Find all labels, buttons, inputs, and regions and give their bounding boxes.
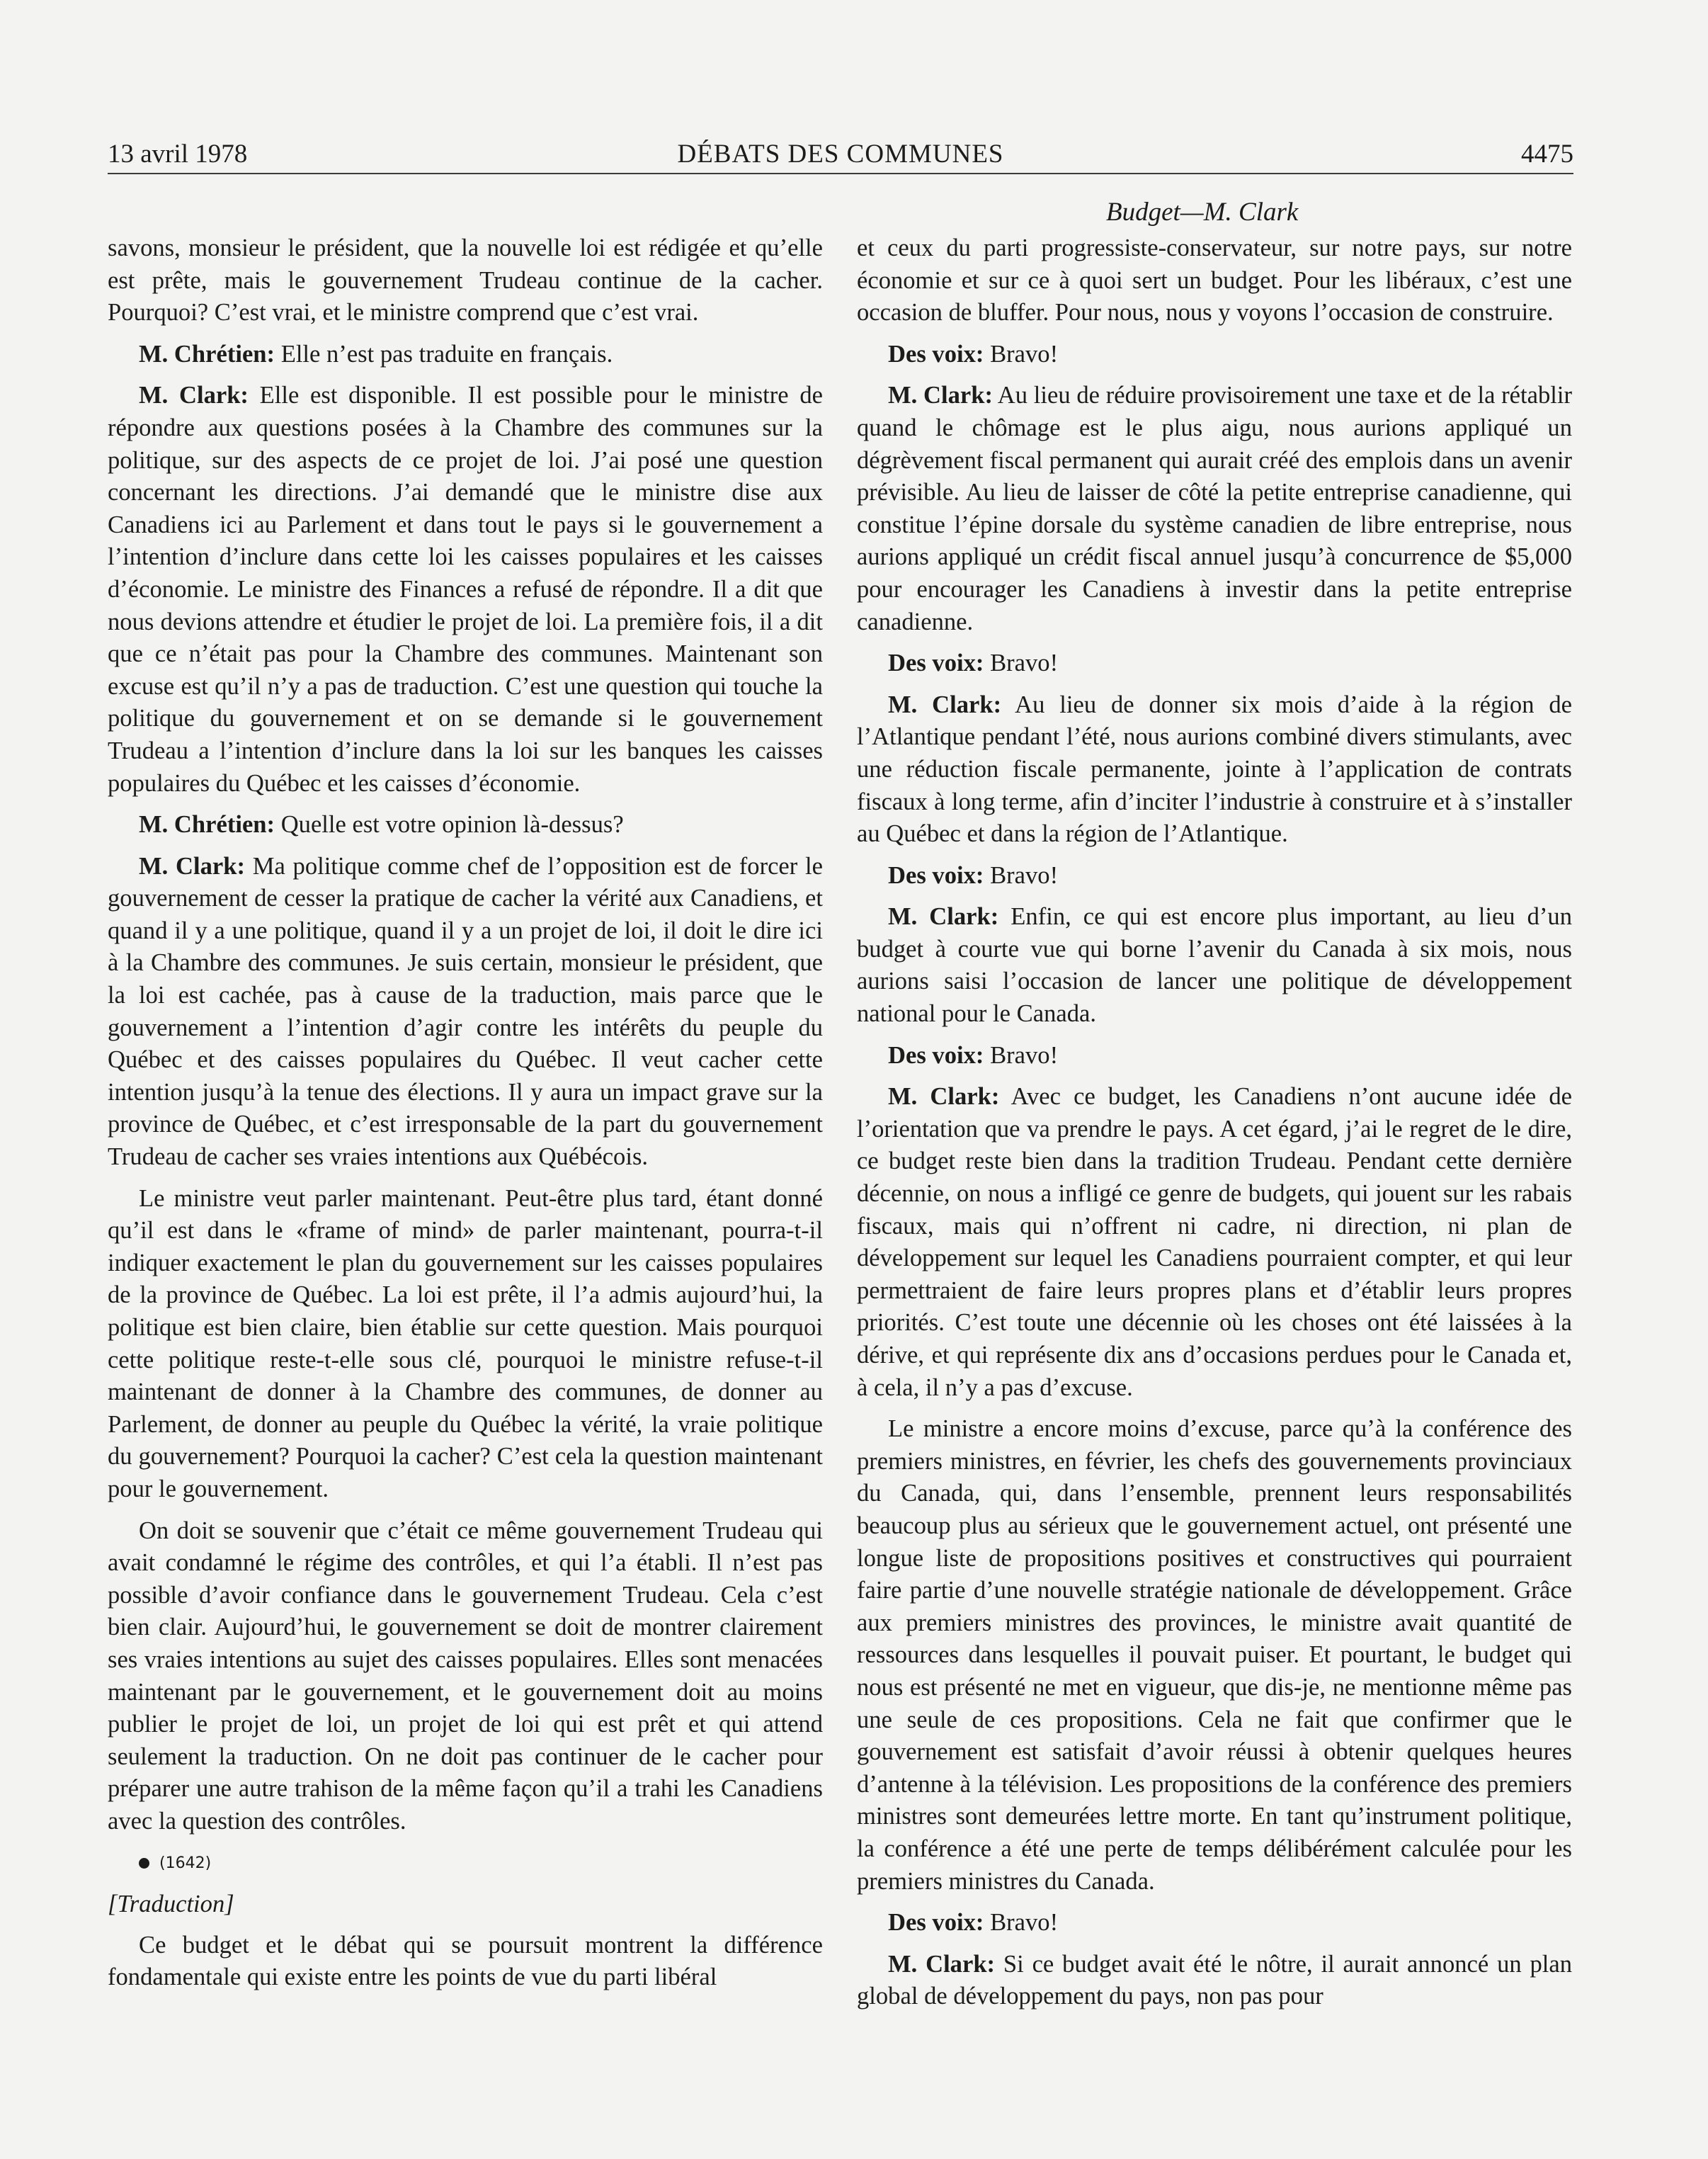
speaker-name: Des voix: [888,340,984,368]
speech-paragraph [857,901,1572,1030]
header-date: 13 avril 1978 [108,140,248,169]
speech-paragraph [857,380,1572,638]
paragraph: Le ministre a encore moins d’excuse, parce qu’à la conférence des premiers ministres, en février, les chefs des gouvernements provinciaux du Canada, qui, dans l’ensemble, prennent leurs responsabilités beaucoup plus au sérieux que le gouvernement actuel, ont présenté une longue liste de propositions positives et constructives qui pourraient faire partie d’une nouvelle stratégie nationale de développement. Grâce aux premiers ministres des provinces, le ministre avait quantité de ressources dans lesquelles il pouvait puiser. Et pourtant, le budget qui nous est présenté ne met en vigueur, que dis-je, ne mentionne même pas une seule de ces propositions. Cela ne fait que confirmer que le gouvernement est satisfait d’avoir réussi à obtenir quelques heures d’antenne à la télévision. Les propositions de la conférence des premiers ministres sont demeurées lettre morte. En tant qu’instrument politique, la conférence a été une perte de temps délibérément calculée pour les premiers ministres du Canada. [857,1415,1572,1895]
speech-text: Bravo! [984,861,1059,889]
bullet-icon [139,1858,149,1869]
left-column [108,232,823,2003]
speech-text: Avec ce budget, les Canadiens n’ont aucune idée de l’orientation que va prendre le pays. A cet égard, j’ai le regret de le dire, ce budget reste bien dans la tradition Trudeau. Pendant cette dernière décennie, on nous a infligé ce genre de budgets, qui jouent sur les rabais fiscaux, mais qui n’offrent ni cadre, ni direction, ni plan de développement sur lequel les Canadiens pourraient compter, et qui leur permettraient de faire leurs propres plans et d’établir leurs propres priorités. C’est toute une décennie où les choses ont été laissées à la dérive, et qui représente dix ans d’occasions perdues pour le Canada et, à cela, il n’y a pas d’excuse. [857,1083,1572,1401]
speech-text: Au lieu de donner six mois d’aide à la région de l’Atlantique pendant l’été, nous aurions combiné divers stimulants, avec une réduction fiscale permanente, jointe à l’application de contrats fiscaux à long terme, afin d’inciter l’industrie à construire et à s’installer au Québec et dans la région de l’Atlantique. [857,691,1573,848]
right-column [857,232,1572,2022]
speaker-name: Des voix: [888,1041,984,1069]
header-rule [108,173,1573,174]
speech-paragraph [857,1949,1572,2013]
paragraph: et ceux du parti progressiste-conservateur, sur notre pays, sur notre économie et sur ce à quoi sert un budget. Pour les libéraux, c’est une occasion de bluffer. Pour nous, nous y voyons l’occasion de construire. [857,234,1572,327]
header-title: DÉBATS DES COMMUNES [677,140,1004,169]
speech-text: Bravo! [984,1041,1059,1069]
speech-text: Bravo! [984,650,1059,677]
speaker-name: M. Clark: [888,1083,1000,1111]
speaker-name: M. Chrétien: [139,811,275,839]
speech-text: Au lieu de réduire provisoirement une taxe et de la rétablir quand le chômage est le plus aigu, nous aurions appliqué un dégrèvement fiscal permanent qui aurait créé des emplois dans un avenir prévisible. Au lieu de laisser de côté la petite entreprise canadienne, qui constitue l’épine dorsale du système canadien de libre entreprise, nous aurions appliqué un crédit fiscal annuel jusqu’à concurrence de $5,000 pour encourager les Canadiens à investir dans la petite entreprise canadienne. [857,382,1573,635]
paragraph: On doit se souvenir que c’était ce même gouvernement Trudeau qui avait condamné le régime des contrôles, et qui l’a établi. Il n’est pas possible d’avoir confiance dans le gouvernement Trudeau. Cela c’est bien clair. Aujourd’hui, le gouvernement se doit de montrer clairement ses vraies intentions au sujet des caisses populaires. Elles sont menacées maintenant par le gouvernement, et le gouvernement doit au moins publier le projet de loi, un projet de loi qui est prêt et qui attend seulement la traduction. On ne doit pas continuer de le cacher pour préparer une autre trahison de la même façon qu’il a trahi les Canadiens avec la question des contrôles. [108,1517,823,1835]
time-marker-text: (1642) [159,1854,212,1872]
speaker-name: M. Clark: [139,852,245,880]
paragraph: Ce budget et le débat qui se poursuit montrent la différence fondamentale qui existe entre les points de vue du parti libéral [108,1931,823,1991]
speech-paragraph [857,1081,1572,1404]
speech-paragraph [857,689,1572,851]
speech-paragraph [857,339,1572,371]
speech-text: Ma politique comme chef de l’opposition est de forcer le gouvernement de cesser la pratique de cacher la vérité aux Canadiens, et quand il y a une politique, quand il y a un projet de loi, il doit le dire ici à la Chambre des communes. Je suis certain, monsieur le président, que la loi est cachée, pas à cause de la traduction, mais parce que le gouvernement a l’intention d’agir contre les intérêts du peuple du Québec et des caisses populaires du Québec. Il veut cacher cette intention jusqu’à la tenue des élections. Il y aura un impact grave sur la province de Québec, et c’est irresponsable de la part du gouvernement Trudeau de cacher ses vraies intentions aux Québécois. [108,852,823,1171]
time-marker [108,1847,823,1880]
translation-note: [Traduction] [108,1891,234,1918]
paragraph: Le ministre veut parler maintenant. Peut-être plus tard, étant donné qu’il est dans le «frame of mind» de parler maintenant, pourra-t-il indiquer exactement le plan du gouvernement sur les caisses populaires de la province de Québec. La loi est prête, il l’a admis aujourd’hui, la politique est bien claire, bien établie sur cette question. Mais pourquoi cette politique reste-t-elle sous clé, pourquoi le ministre refuse-t-il maintenant de donner à la Chambre des communes, de donner au Parlement, de donner au peuple du Québec la vérité, la vraie politique du gouvernement? Pourquoi la cacher? C’est cela la question maintenant pour le gouvernement. [108,1184,823,1502]
speech-text: Bravo! [984,1909,1059,1937]
speech-text: Bravo! [984,340,1059,368]
speech-paragraph [108,339,823,371]
speech-text: Elle est disponible. Il est possible pour le ministre de répondre aux questions posées à la Chambre des communes sur la politique, sur des aspects de ce projet de loi. J’ai posé une question concernant les directions. J’ai demandé que le ministre dise aux Canadiens ici au Parlement et dans tout le pays si le gouvernement a l’intention d’inclure dans cette loi les caisses populaires et les caisses d’économie. Le ministre des Finances a refusé de répondre. Il a dit que nous devions attendre et étudier le projet de loi. La première fois, il a dit que ce n’était pas pour la Chambre des communes. Maintenant son excuse est qu’il n’y a pas de traduction. C’est une question qui touche la politique du gouvernement et on se demande si le gouvernement Trudeau a l’intention d’inclure dans la loi sur les banques les caisses populaires du Québec et les caisses d’économie. [108,382,823,797]
speaker-name: Des voix: [888,650,984,677]
speaker-name: Des voix: [888,861,984,889]
speech-paragraph [108,809,823,842]
paragraph: savons, monsieur le président, que la nouvelle loi est rédigée et qu’elle est prête, mais le gouvernement Trudeau continue de la cacher. Pourquoi? C’est vrai, et le ministre comprend que c’est vrai. [108,234,823,327]
speaker-name: M. Clark: [888,382,993,409]
speaker-name: M. Chrétien: [139,340,275,368]
speech-paragraph [857,1907,1572,1939]
speech-paragraph [857,860,1572,892]
speech-text: Si ce budget avait été le nôtre, il aurait annoncé un plan global de développement du pays, non pas pour [857,1950,1573,2010]
speech-text: Quelle est votre opinion là-dessus? [275,811,624,839]
running-head: Budget—M. Clark [1106,198,1299,227]
speaker-name: M. Clark: [888,691,1002,718]
speech-paragraph [857,647,1572,680]
page-header [108,139,1573,173]
speech-paragraph [108,380,823,800]
speech-text: Elle n’est pas traduite en français. [275,340,613,368]
speaker-name: M. Clark: [888,903,999,931]
speech-paragraph [857,1040,1572,1072]
speaker-name: Des voix: [888,1909,984,1937]
speaker-name: M. Clark: [888,1950,996,1978]
speech-paragraph [108,851,823,1174]
speech-text: Enfin, ce qui est encore plus important, au lieu d’un budget à courte vue qui borne l’avenir du Canada à six mois, nous aurions saisi l’occasion de lancer une politique de développement national pour le Canada. [857,903,1572,1028]
header-page-number: 4475 [1521,140,1573,169]
speaker-name: M. Clark: [139,382,249,409]
